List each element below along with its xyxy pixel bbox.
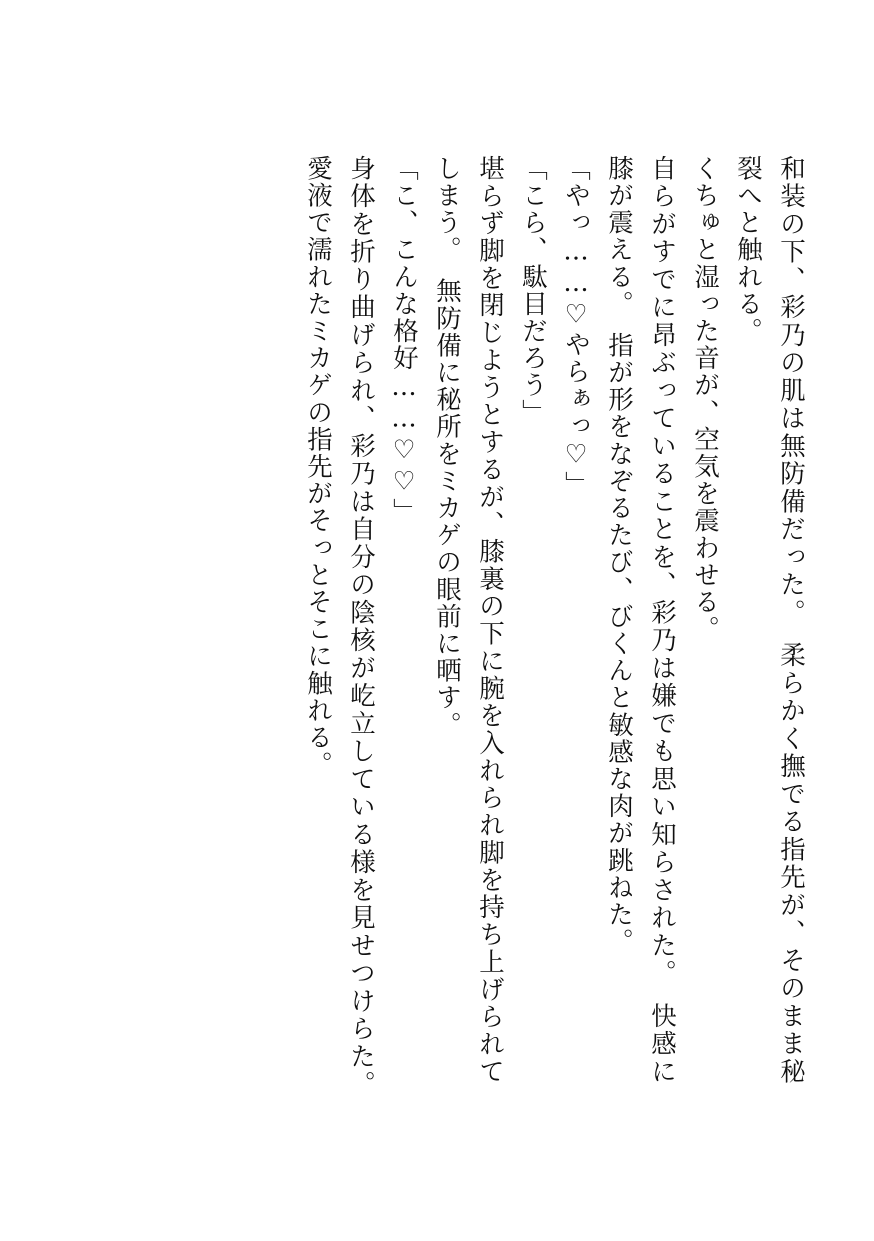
paragraph: 「こ、こんな格好……♡♡」 — [389, 155, 419, 526]
paragraph: 堪らず脚を閉じようとするが、膝裏の下に腕を入れられ脚を持ち上げられてしまう。 無防備に秘所をミカゲの眼前に晒す。 — [432, 155, 505, 1085]
paragraph: 「こら、駄目だろう」 — [518, 155, 548, 426]
paragraph: 身体を折り曲げられ、彩乃は自分の陰核が屹立している様を見せつけらた。 愛液で濡れたミカゲの指先がそっとそこに触れる。 — [303, 155, 376, 1113]
paragraph: くちゅと湿った音が、空気を震わせる。 — [690, 155, 720, 643]
vertical-text-body — [212, 155, 812, 1113]
paragraph: 和装の下、彩乃の肌は無防備だった。 柔らかく撫でる指先が、そのまま秘裂へと触れる。 — [733, 155, 806, 1085]
paragraph: 自らがすでに昂ぶっていることを、彩乃は嫌でも思い知らされた。 快感に膝が震える。 指が形をなぞるたび、びくんと敏感な肉が跳ねた。 — [604, 155, 677, 1085]
paragraph: 「やっ……♡やらぁっ♡」 — [561, 155, 591, 499]
